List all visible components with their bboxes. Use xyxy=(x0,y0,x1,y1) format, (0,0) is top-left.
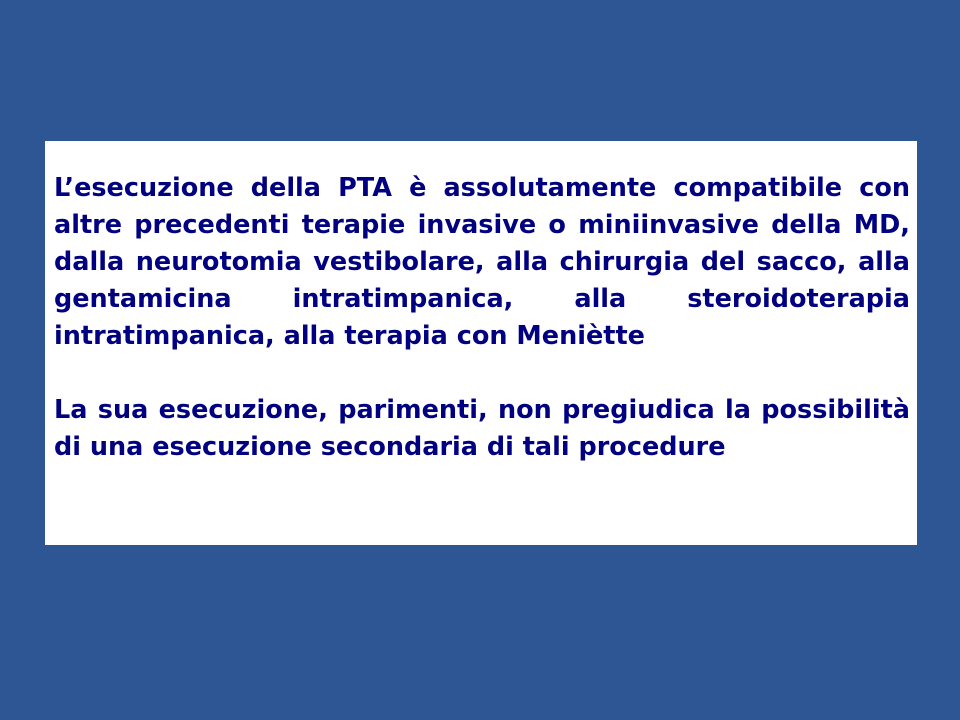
paragraph-compatibility: L’esecuzione della PTA è assolutamente compatibile con altre precedenti terapie invasive o miniinvasive della MD, dalla neurotomia vestibolare, alla chirurgia del sacco, alla gentamicina intratimpanica, alla steroidoterapia intratimpanica, alla terapia con Meniètte xyxy=(54,173,910,351)
paragraph-secondary-execution: La sua esecuzione, parimenti, non pregiudica la possibilità di una esecuzione secondaria di tali procedure xyxy=(54,395,910,462)
text-box xyxy=(45,141,917,545)
